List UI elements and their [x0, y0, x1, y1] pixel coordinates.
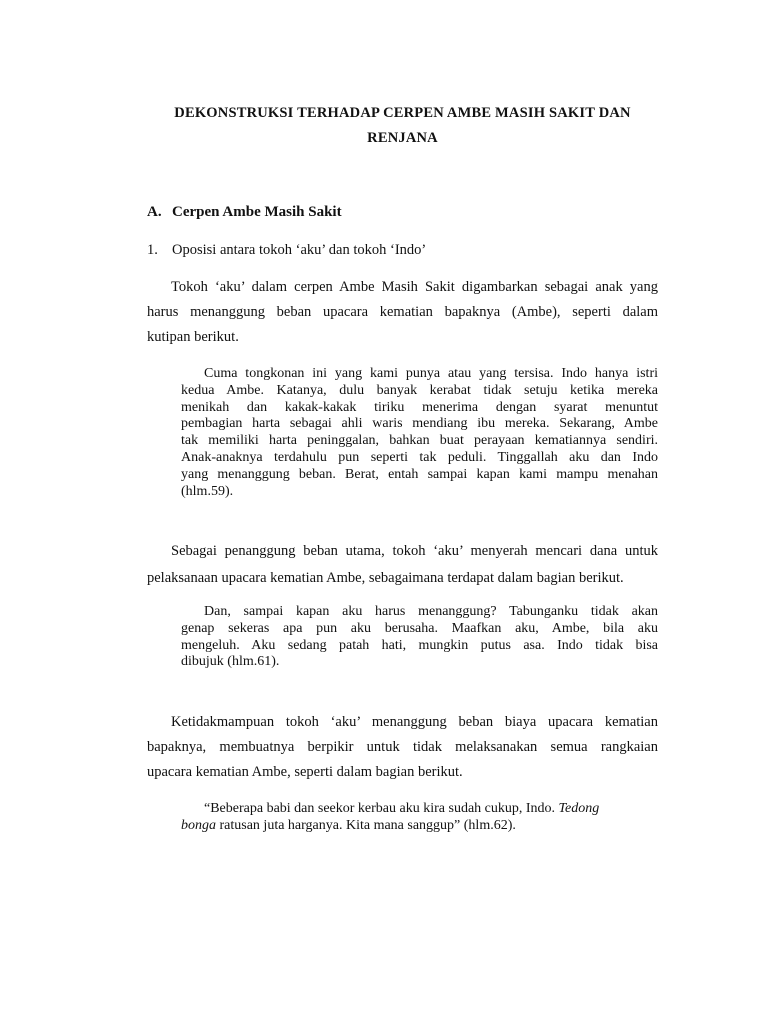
text-line: upacara kematian Ambe, seperti dalam bagian berikut.	[147, 764, 463, 780]
quote-italic-term: Tedong	[558, 801, 600, 816]
section-text: Cerpen Ambe Masih Sakit	[172, 204, 342, 220]
title-line: RENJANA	[367, 130, 438, 146]
section-heading	[147, 200, 342, 225]
paragraph-1	[147, 275, 658, 350]
text-line: Sebagai penanggung beban utama, tokoh ‘aku’ menyerah mencari dana untuk	[171, 543, 658, 559]
text-line: Dan, sampai kapan aku harus menanggung? Tabunganku tidak akan	[204, 604, 658, 619]
document-title	[140, 101, 665, 151]
text-line: yang menanggung beban. Berat, entah sampai kapan kami mampu menahan	[181, 466, 658, 482]
text-line: menikah dan kakak-kakak tiriku menerima dengan syarat menuntut	[181, 399, 658, 415]
item-number: 1.	[147, 242, 158, 258]
text-line: dibujuk (hlm.61).	[181, 654, 280, 670]
text-line: tak memiliki harta peninggalan, bahkan buat perayaan kematiannya sendiri.	[181, 433, 658, 449]
text-line: mengeluh. Aku sedang patah hati, mungkin putus asa. Indo tidak bisa	[181, 637, 658, 653]
quote-3	[181, 801, 646, 835]
quote-text: “Beberapa babi dan seekor kerbau aku kira sudah cukup, Indo.	[204, 801, 559, 816]
text-line: kedua Ambe. Katanya, dulu banyak kerabat tidak setuju ketika mereka	[181, 382, 658, 398]
paragraph-3	[147, 710, 658, 785]
quote-1	[181, 366, 658, 500]
text-line	[181, 818, 646, 835]
text-line: Cuma tongkonan ini yang kami punya atau yang tersisa. Indo hanya istri	[204, 366, 658, 381]
text-line	[181, 801, 646, 818]
quote-2	[181, 604, 658, 671]
section-label: A.	[147, 204, 162, 220]
numbered-item	[147, 238, 426, 263]
paragraph-2	[147, 538, 658, 592]
text-line: pembagian harta sebagai ahli waris mendiang ibu mereka. Sekarang, Ambe	[181, 416, 658, 432]
text-line: harus menanggung beban upacara kematian bapaknya (Ambe), seperti dalam	[147, 304, 658, 320]
text-line: pelaksanaan upacara kematian Ambe, sebagaimana terdapat dalam bagian berikut.	[147, 570, 624, 586]
text-line: (hlm.59).	[181, 483, 234, 499]
quote-text: ratusan juta harganya. Kita mana sanggup” (hlm.62).	[216, 817, 516, 833]
text-line: Tokoh ‘aku’ dalam cerpen Ambe Masih Sakit digambarkan sebagai anak yang	[171, 279, 658, 295]
quote-italic-term: bonga	[181, 817, 216, 833]
title-line: DEKONSTRUKSI TERHADAP CERPEN AMBE MASIH SAKIT DAN	[174, 105, 631, 121]
item-text: Oposisi antara tokoh ‘aku’ dan tokoh ‘Indo’	[172, 242, 427, 258]
text-line: bapaknya, membuatnya berpikir untuk tidak melaksanakan semua rangkaian	[147, 739, 658, 755]
text-line: genap sekeras apa pun aku berusaha. Maafkan aku, Ambe, bila aku	[181, 620, 658, 636]
text-line: kutipan berikut.	[147, 329, 239, 345]
text-line: Anak-anaknya terdahulu pun seperti tak peduli. Tinggallah aku dan Indo	[181, 449, 658, 465]
text-line: Ketidakmampuan tokoh ‘aku’ menanggung beban biaya upacara kematian	[171, 714, 658, 730]
